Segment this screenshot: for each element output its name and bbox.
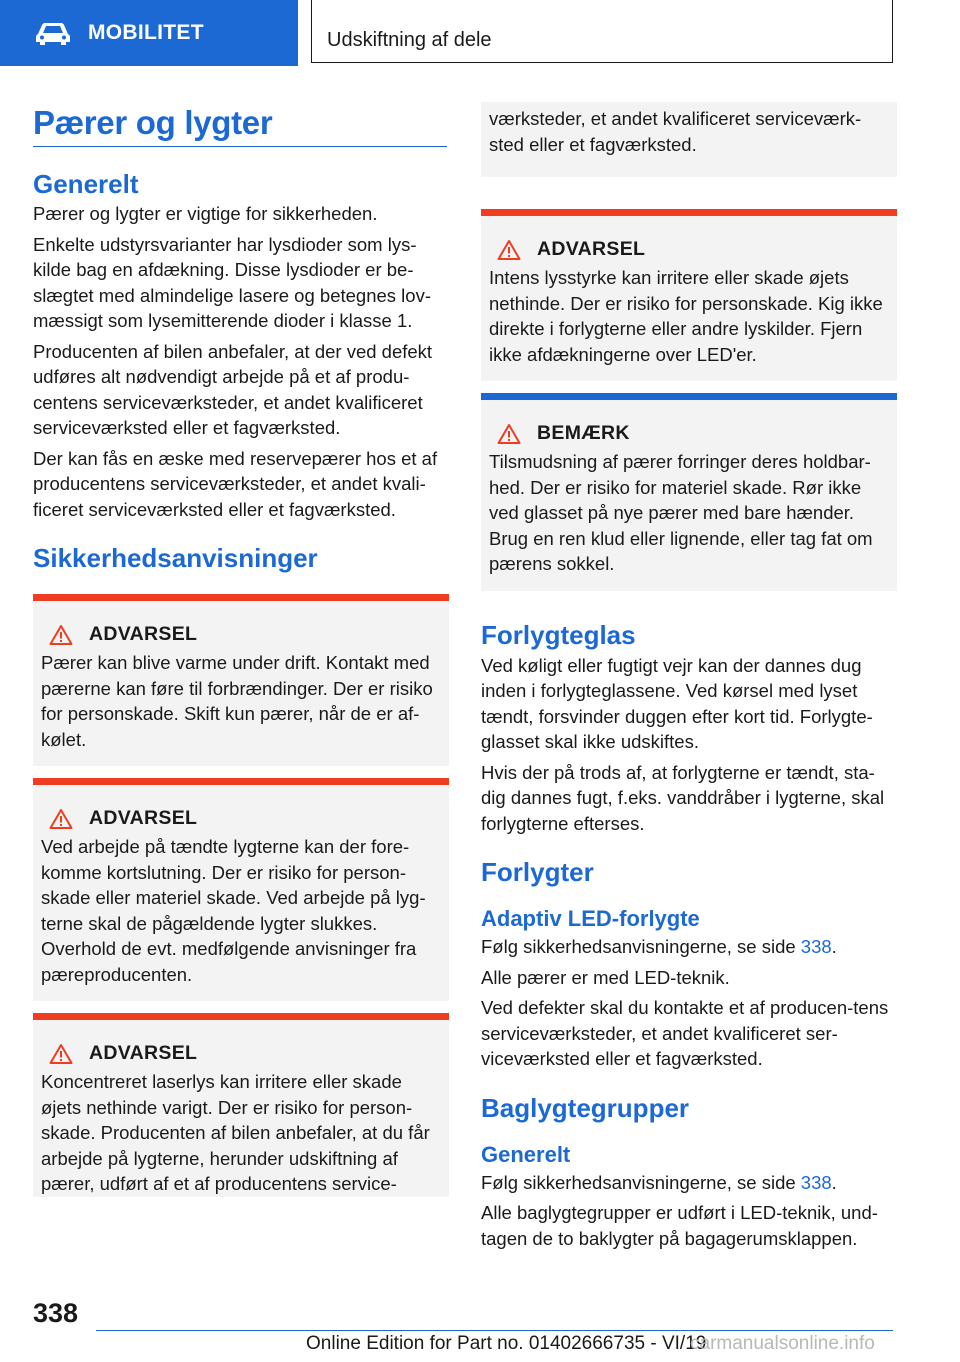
heading-headlights: Forlygter [481, 857, 594, 887]
warning-notice [33, 594, 449, 766]
notice-title: ADVARSEL [89, 1042, 198, 1064]
watermark: carmanualsonline.info [690, 1333, 875, 1354]
paragraph: Enkelte udstyrsvarianter har lysdioder som lys-kilde bag en afdækning. Disse lysdioder er be-slægtet med almindelige lasere og betegnes lov-mæssigt som lysemitterende dioder i klasse 1. [33, 233, 431, 331]
notice-title: ADVARSEL [89, 807, 198, 829]
page-number: 338 [33, 1298, 79, 1328]
link-prefix: Følg sikkerhedsanvisningerne, se side [481, 1171, 801, 1193]
right-column [481, 102, 897, 1256]
page-title: Pærer og lygter [33, 104, 273, 141]
notice-title: BEMÆRK [537, 422, 630, 444]
heading-headlight-glass: Forlygteglas [481, 619, 636, 650]
left-column [33, 100, 449, 1197]
heading-adaptive-led: Adaptiv LED-forlygte [481, 906, 700, 931]
paragraph: Hvis der på trods af, at forlygterne er tændt, sta-dig dannes fugt, f.eks. vanddråber i lygterne, skal forlygterne efterses. [481, 761, 885, 834]
section-label: MOBILITET [88, 21, 204, 44]
warning-notice [33, 1013, 449, 1197]
warning-triangle-icon [49, 624, 73, 646]
caution-notice [481, 393, 897, 591]
paragraph: Ved defekter skal du kontakte et af producen-tens serviceværksteder, et andet kvalificeret ser-viceværksted eller et fagværksted. [481, 997, 889, 1069]
warning-notice [33, 778, 449, 1001]
notice-text: Pærer kan blive varme under drift. Kontakt med pærerne kan føre til forbrændinger. Der er risiko for personskade. Skift kun pærer, når de er af-kølet. [41, 652, 433, 750]
heading-general: Generelt [33, 169, 139, 199]
notice-text: værksteder, et andet kvalificeret serviceværk-sted eller et fagværksted. [489, 108, 862, 155]
notice-text: Intens lysstyrke kan irritere eller skade øjets nethinde. Der er risiko for personskade. Kig ikke direkte i forlygterne eller andre lyskilder. Fjern ikke afdækningerne over LED'er. [489, 267, 883, 365]
warning-triangle-icon [49, 808, 73, 830]
chapter-header [311, 0, 893, 63]
paragraph: Der kan fås en æske med reservepærer hos et af producentens serviceværksteder, et andet kvali-ficeret serviceværksted eller et fagværksted. [33, 447, 438, 520]
heading-rear-lights: Baglygtegrupper [481, 1092, 690, 1123]
paragraph: Alle baglygtegrupper er udført i LED-teknik, und-tagen de to baklygter på bagagerumsklappen. [481, 1202, 878, 1249]
paragraph [481, 934, 897, 960]
car-icon [34, 20, 72, 46]
notice-text: Ved arbejde på tændte lygterne kan der fore-komme kortslutning. Der er risiko for person-skade eller materiel skade. Ved arbejde på lyg-terne skal de pågældende lygter slukkes. Overhold de evt. medfølgende anvisninger fra pæreproducenten. [41, 836, 426, 985]
page-reference-link[interactable]: 338 [800, 936, 832, 957]
paragraph: Ved køligt eller fugtigt vejr kan der dannes dug inden i forlygteglassene. Ved kørsel med lyset tændt, forsvinder duggen efter kort tid. Forlygte-glasset skal ikke udskiftes. [481, 654, 873, 752]
footer-rule [96, 1330, 893, 1331]
warning-notice [481, 209, 897, 381]
notice-text: Tilsmudsning af pærer forringer deres holdbar-hed. Der er risiko for materiel skade. Rør ikke ved glasset på nye pærer med bare hænder. Brug en ren klud eller lignende, eller tag fat om pærens sokkel. [489, 451, 873, 574]
link-suffix: . [831, 1171, 837, 1193]
notice-title: ADVARSEL [537, 238, 646, 260]
notice-title: ADVARSEL [89, 623, 198, 645]
link-suffix: . [831, 936, 837, 957]
heading-general-rear: Generelt [481, 1141, 571, 1167]
paragraph [481, 1170, 897, 1196]
caution-triangle-icon [497, 423, 521, 445]
edition-text: Online Edition for Part no. 01402666735 - VI/19 [306, 1333, 707, 1354]
section-tab [0, 0, 298, 66]
warning-triangle-icon [497, 239, 521, 261]
paragraph: Producenten af bilen anbefaler, at der ved defekt udføres alt nødvendigt arbejde på et af produ-centens serviceværksteder, et andet kvalificeret serviceværksted eller et fagværksted. [33, 340, 433, 438]
paragraph: Pærer og lygter er vigtige for sikkerheden. [33, 203, 378, 224]
title-rule [33, 146, 447, 147]
page-reference-link[interactable]: 338 [800, 1171, 832, 1193]
chapter-title: Udskiftning af dele [327, 29, 492, 51]
paragraph: Alle pærer er med LED-teknik. [481, 966, 730, 988]
heading-safety: Sikkerhedsanvisninger [33, 543, 318, 573]
link-prefix: Følg sikkerhedsanvisningerne, se side [481, 936, 801, 957]
warning-triangle-icon [49, 1043, 73, 1065]
warning-notice-continued [481, 102, 897, 177]
notice-text: Koncentreret laserlys kan irritere eller skade øjets nethinde varigt. Der er risiko for person-skade. Producenten af bilen anbefaler, at du får arbejde på lygterne, herunder udskiftning af pærer, udført af et af producentens service- [41, 1071, 430, 1194]
